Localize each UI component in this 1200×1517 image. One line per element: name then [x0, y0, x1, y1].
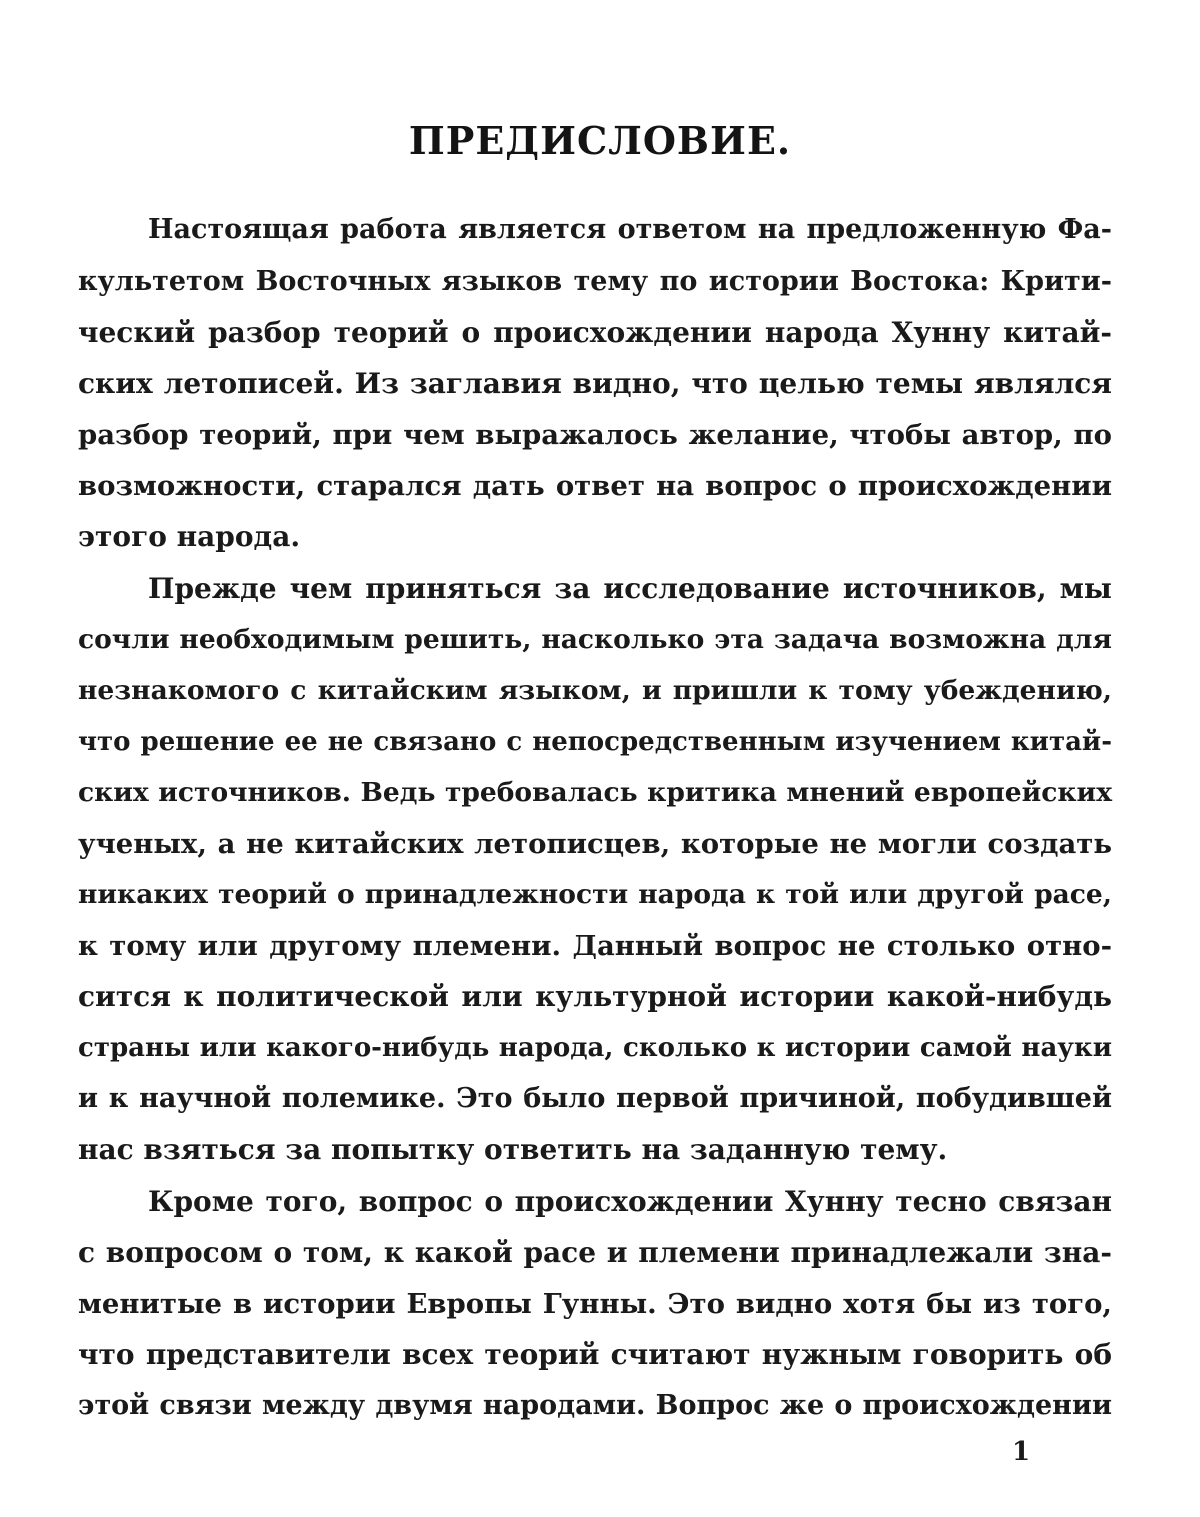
text-line-1: Настоящая работа является ответом на предложенную Фа-: [148, 214, 1112, 245]
text-line-24: этой связи между двумя народами. Вопрос же о происхождении: [78, 1390, 1112, 1421]
text-line-9: сочли необходимым решить, насколько эта задача возможна для: [78, 624, 1112, 655]
text-line-11: что решение ее не связано с непосредственным изучением китай-: [78, 727, 1112, 757]
page-title: ПРЕДИСЛОВИЕ.: [408, 118, 792, 163]
text-line-18: и к научной полемике. Это было первой причиной, побудившей: [78, 1083, 1112, 1114]
text-line-8: Прежде чем приняться за исследование источников, мы: [148, 572, 1112, 605]
text-line-23: что представители всех теорий считают нужным говорить об: [78, 1338, 1112, 1371]
text-line-3: ческий разбор теорий о происхождении народа Хунну китай-: [78, 316, 1112, 349]
text-line-20: Кроме того, вопрос о происхождении Хунну тесно связан: [148, 1185, 1112, 1218]
text-line-15: к тому или другому племени. Данный вопрос не столько отно-: [78, 930, 1112, 962]
text-line-4: ских летописей. Из заглавия видно, что целью темы являлся: [78, 367, 1112, 400]
text-line-22: менитые в истории Европы Гунны. Это видно хотя бы из того,: [78, 1288, 1112, 1320]
page-number: 1: [1012, 1437, 1031, 1467]
text-line-16: сится к политической или культурной истории какой-нибудь: [78, 980, 1112, 1013]
text-line-6: возможности, старался дать ответ на вопрос о происхождении: [78, 470, 1112, 502]
text-line-13: ученых, а не китайских летописцев, которые не могли создать: [78, 828, 1112, 860]
text-line-5: разбор теорий, при чем выражалось желание, чтобы автор, по: [78, 419, 1112, 451]
text-line-12: ских источников. Ведь требовалась критика мнений европейских: [78, 777, 1112, 808]
text-line-19: нас взяться за попытку ответить на заданную тему.: [78, 1133, 948, 1166]
text-line-14: никаких теорий о принадлежности народа к той или другой расе,: [78, 879, 1112, 910]
text-line-17: страны или какого-нибудь народа, сколько к истории самой науки: [78, 1033, 1112, 1063]
text-line-10: незнакомого с китайским языком, и пришли к тому убеждению,: [78, 675, 1112, 706]
text-line-2: культетом Восточных языков тему по истории Востока: Крити-: [78, 266, 1112, 297]
text-line-7: этого народа.: [78, 520, 301, 553]
text-line-21: с вопросом о том, к какой расе и племени принадлежали зна-: [78, 1236, 1112, 1269]
